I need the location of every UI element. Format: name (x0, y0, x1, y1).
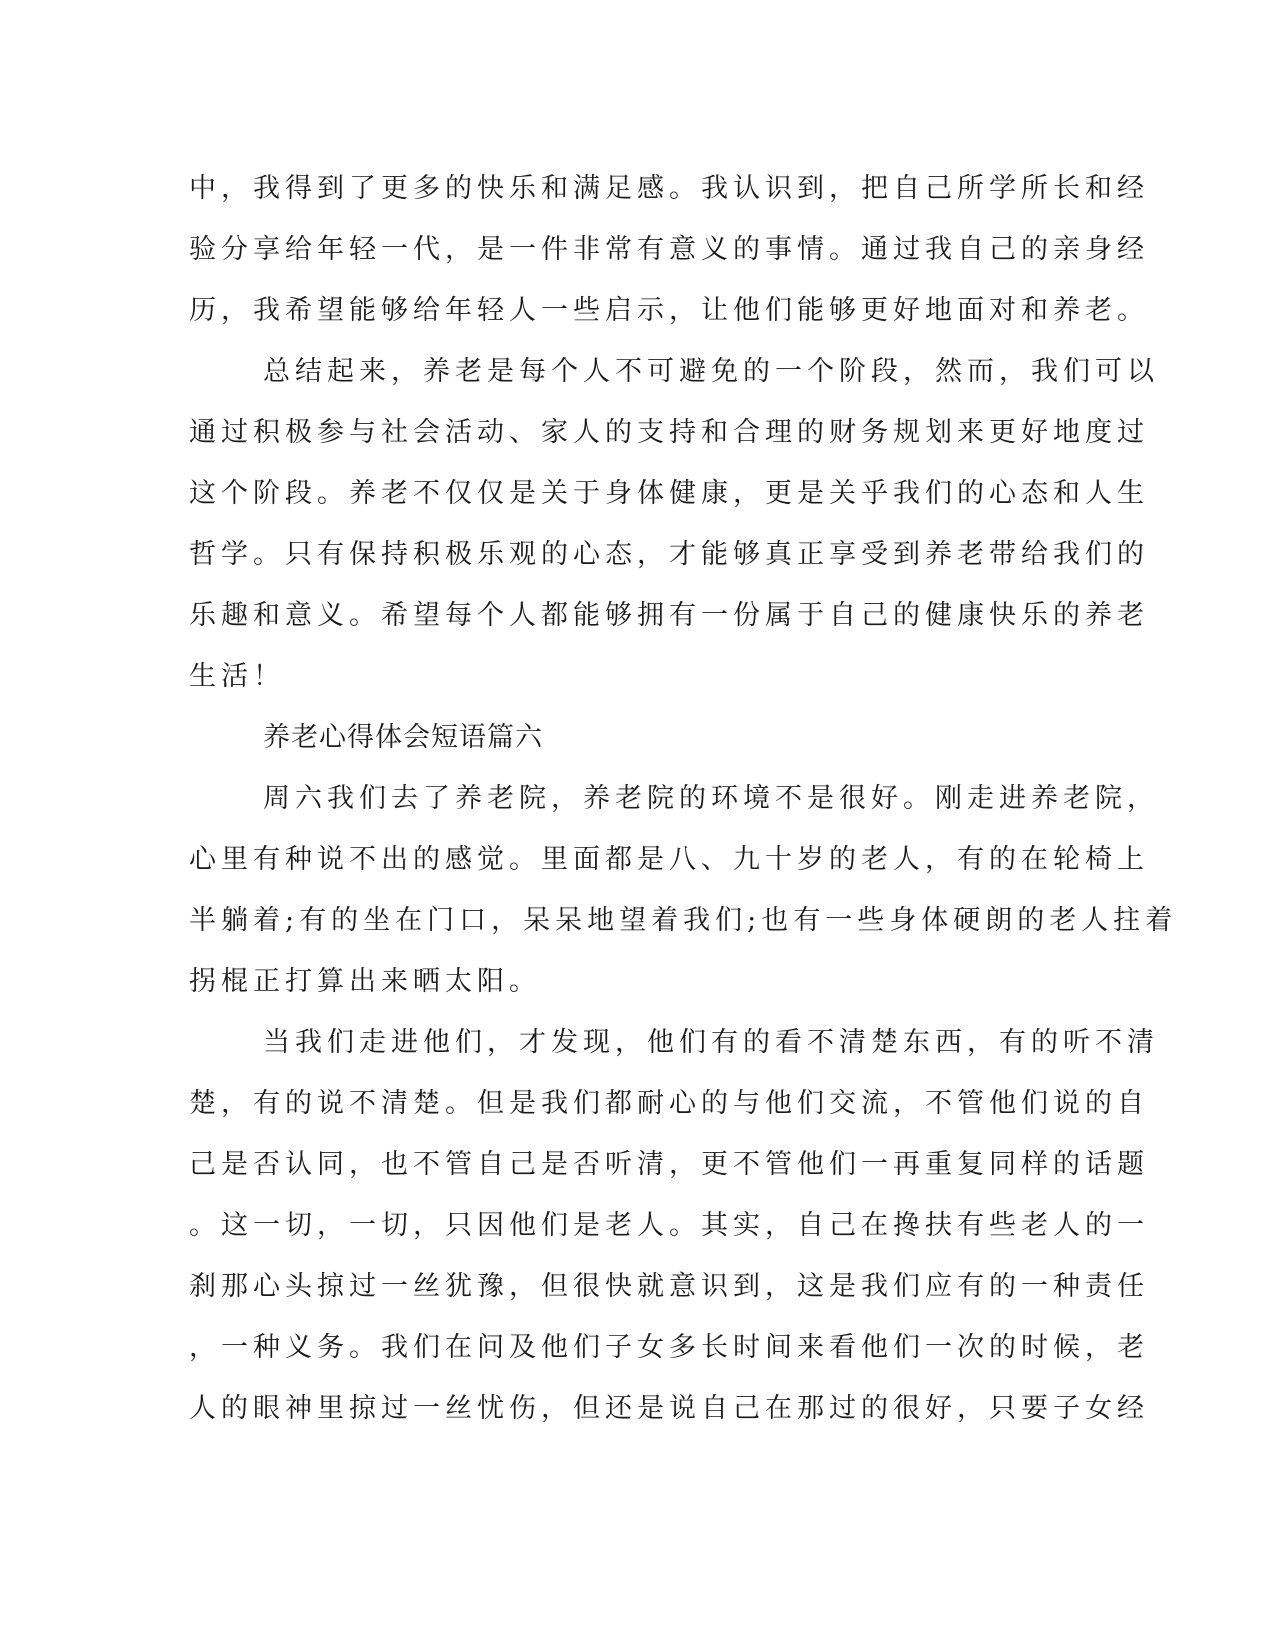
text-line: 楚，有的说不清楚。但是我们都耐心的与他们交流，不管他们说的自 (189, 1088, 1149, 1119)
text-line: 。这一切，一切，只因他们是老人。其实，自己在搀扶有些老人的一 (189, 1210, 1149, 1241)
paragraph-first-line: 周六我们去了养老院，养老院的环境不是很好。刚走进养老院， (263, 783, 1159, 814)
text-line: 半躺着;有的坐在门口，呆呆地望着我们;也有一些身体硬朗的老人拄着 (189, 905, 1178, 936)
text-line: ，一种义务。我们在问及他们子女多长时间来看他们一次的时候，老 (189, 1332, 1149, 1363)
text-line: 人的眼神里掠过一丝忧伤，但还是说自己在那过的很好，只要子女经 (189, 1393, 1149, 1424)
text-line: 历，我希望能够给年轻人一些启示，让他们能够更好地面对和养老。 (189, 295, 1149, 326)
paragraph-first-line: 总结起来，养老是每个人不可避免的一个阶段，然而，我们可以 (263, 356, 1159, 387)
text-line: 验分享给年轻一代，是一件非常有意义的事情。通过我自己的亲身经 (189, 234, 1149, 265)
text-line: 中，我得到了更多的快乐和满足感。我认识到，把自己所学所长和经 (189, 173, 1149, 204)
text-line: 生活！ (189, 661, 285, 692)
body-text (189, 158, 1178, 1439)
text-line: 心里有种说不出的感觉。里面都是八、九十岁的老人，有的在轮椅上 (189, 844, 1149, 875)
text-line: 乐趣和意义。希望每个人都能够拥有一份属于自己的健康快乐的养老 (189, 600, 1149, 631)
text-line: 哲学。只有保持积极乐观的心态，才能够真正享受到养老带给我们的 (189, 539, 1149, 570)
paragraph-first-line: 当我们走进他们，才发现，他们有的看不清楚东西，有的听不清 (263, 1027, 1159, 1058)
text-line: 这个阶段。养老不仅仅是关于身体健康，更是关乎我们的心态和人生 (189, 478, 1149, 509)
text-line: 刹那心头掠过一丝犹豫，但很快就意识到，这是我们应有的一种责任 (189, 1271, 1149, 1302)
text-line: 通过积极参与社会活动、家人的支持和合理的财务规划来更好地度过 (189, 417, 1149, 448)
section-heading: 养老心得体会短语篇六 (263, 722, 543, 753)
text-line: 己是否认同，也不管自己是否听清，更不管他们一再重复同样的话题 (189, 1149, 1149, 1180)
text-line: 拐棍正打算出来晒太阳。 (189, 966, 541, 997)
